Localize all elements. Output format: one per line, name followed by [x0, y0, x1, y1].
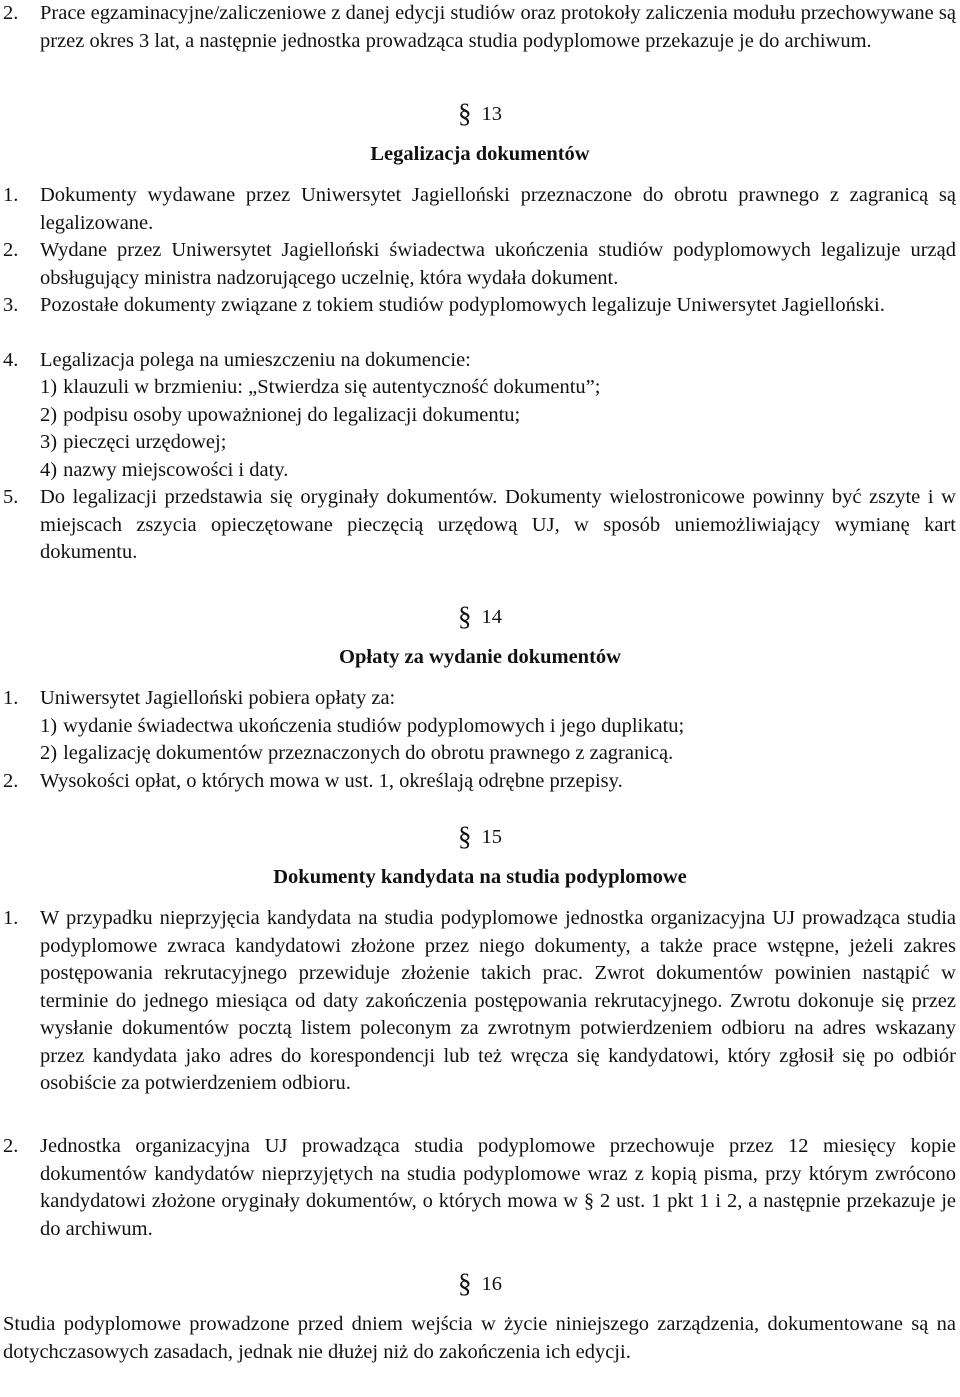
sub-item — [40, 374, 956, 402]
section-title-13: Legalizacja dokumentów — [370, 143, 590, 165]
item-text: Pozostałe dokumenty związane z tokiem studiów podyplomowych legalizuje Uniwersytet Jagielloński. — [40, 294, 885, 316]
item-number: 4. — [3, 349, 19, 371]
section-number: 15 — [481, 826, 502, 848]
section-number: 16 — [481, 1273, 502, 1295]
sub-item — [40, 402, 956, 430]
item-text: W przypadku nieprzyjęcia kandydata na studia podyplomowe jednostka organizacyjna UJ prowadząca studia podyplomowe zwraca kandydatowi złożone przez niego dokumenty, a także prace wstępne, jeżeli zakres postępowania rekrutacyjnego przewiduje złożenie takich prac. Zwrot dokumentów powinien nastąpić w terminie do jednego miesiąca od daty zakończenia postępowania rekrutacyjnego. Zwrotu dokonuje się przez wysłanie dokumentów pocztą listem poleconym za zwrotnym potwierdzeniem odbioru na adres wskazany przez kandydata jako adres do korespondencji lub też wręcza się kandydatowi, który zgłosił się po odbiór osobiście za potwierdzeniem odbioru. — [40, 907, 956, 1094]
item-number: 1. — [3, 687, 19, 709]
sub-item — [40, 457, 956, 485]
item-text: Jednostka organizacyjna UJ prowadząca studia podyplomowe przechowuje przez 12 miesięcy kopie dokumentów kandydatów nieprzyjętych na studia podyplomowe wraz z kopią pisma, przy którym zwrócono kandydatowi złożone oryginały dokumentów, o których mowa w § 2 ust. 1 pkt 1 i 2, a następnie przekazuje je do archiwum. — [40, 1135, 956, 1240]
sub-item — [40, 429, 956, 457]
list-item — [3, 1133, 956, 1243]
list-item — [3, 905, 956, 1098]
section-title-15: Dokumenty kandydata na studia podyplomowe — [273, 866, 687, 888]
paragraph: Studia podyplomowe prowadzone przed dniem wejścia w życie niniejszego zarządzenia, dokumentowane są na dotychczasowych zasadach, jednak nie dłużej niż do zakończenia ich edycji. — [3, 1313, 956, 1363]
section-symbol: § — [458, 601, 472, 631]
sub-item-text: wydanie świadectwa ukończenia studiów podyplomowych i jego duplikatu; — [63, 715, 685, 737]
sub-item-number: 1) — [40, 715, 58, 737]
section-number-15 — [0, 823, 960, 852]
sub-item-number: 2) — [40, 742, 58, 764]
section-number-16 — [0, 1270, 960, 1299]
section-number-13 — [0, 100, 960, 129]
sub-item-text: podpisu osoby upoważnionej do legalizacji dokumentu; — [63, 404, 521, 426]
sub-item-number: 2) — [40, 404, 58, 426]
section-title-14: Opłaty za wydanie dokumentów — [339, 646, 621, 668]
section-symbol: § — [458, 98, 472, 128]
sub-item-text: pieczęci urzędowej; — [63, 431, 227, 453]
sub-item — [40, 740, 956, 768]
list-item — [3, 182, 956, 237]
item-text: Do legalizacji przedstawia się oryginały dokumentów. Dokumenty wielostronicowe powinny być zszyte i w miejscach zszycia opieczętowane pieczęcią urzędową UJ, w sposób uniemożliwiający wymianę kart dokumentu. — [40, 486, 956, 563]
item-number: 1. — [3, 184, 19, 206]
item-number: 2. — [3, 2, 19, 24]
item-number: 2. — [3, 770, 19, 792]
section-number: 14 — [481, 606, 502, 628]
sub-item-number: 1) — [40, 376, 58, 398]
section-symbol: § — [458, 1268, 472, 1298]
section-symbol: § — [458, 821, 472, 851]
sub-item-text: klauzuli w brzmieniu: „Stwierdza się autentyczność dokumentu”; — [63, 376, 601, 398]
list-item — [3, 484, 956, 567]
item-number: 3. — [3, 294, 19, 316]
item-number: 1. — [3, 907, 19, 929]
item-number: 5. — [3, 486, 19, 508]
sub-item-number: 3) — [40, 431, 58, 453]
item-text: Prace egzaminacyjne/zaliczeniowe z danej edycji studiów oraz protokoły zaliczenia modułu przechowywane są przez okres 3 lat, a następnie jednostka prowadząca studia podyplomowe przekazuje je do archiwum. — [40, 2, 956, 52]
list-item — [3, 0, 956, 55]
sub-item — [40, 713, 956, 741]
list-item — [3, 685, 956, 713]
sub-item-text: nazwy miejscowości i daty. — [63, 459, 289, 481]
item-text: Wysokości opłat, o których mowa w ust. 1, określają odrębne przepisy. — [40, 770, 623, 792]
item-text: Uniwersytet Jagielloński pobiera opłaty za: — [40, 687, 396, 709]
item-number: 2. — [3, 1135, 19, 1157]
section-number-14 — [0, 603, 960, 632]
item-text: Dokumenty wydawane przez Uniwersytet Jagielloński przeznaczone do obrotu prawnego z zagranicą są legalizowane. — [40, 184, 956, 234]
sub-item-text: legalizację dokumentów przeznaczonych do obrotu prawnego z zagranicą. — [63, 742, 674, 764]
list-item — [3, 347, 956, 375]
item-number: 2. — [3, 239, 19, 261]
list-item — [3, 292, 956, 320]
sub-item-number: 4) — [40, 459, 58, 481]
list-item — [3, 237, 956, 292]
item-text: Wydane przez Uniwersytet Jagielloński świadectwa ukończenia studiów podyplomowych legalizuje urząd obsługujący ministra nadzorującego uczelnię, która wydała dokument. — [40, 239, 956, 289]
list-item — [3, 768, 956, 796]
item-text: Legalizacja polega na umieszczeniu na dokumencie: — [40, 349, 471, 371]
section-number: 13 — [481, 103, 502, 125]
